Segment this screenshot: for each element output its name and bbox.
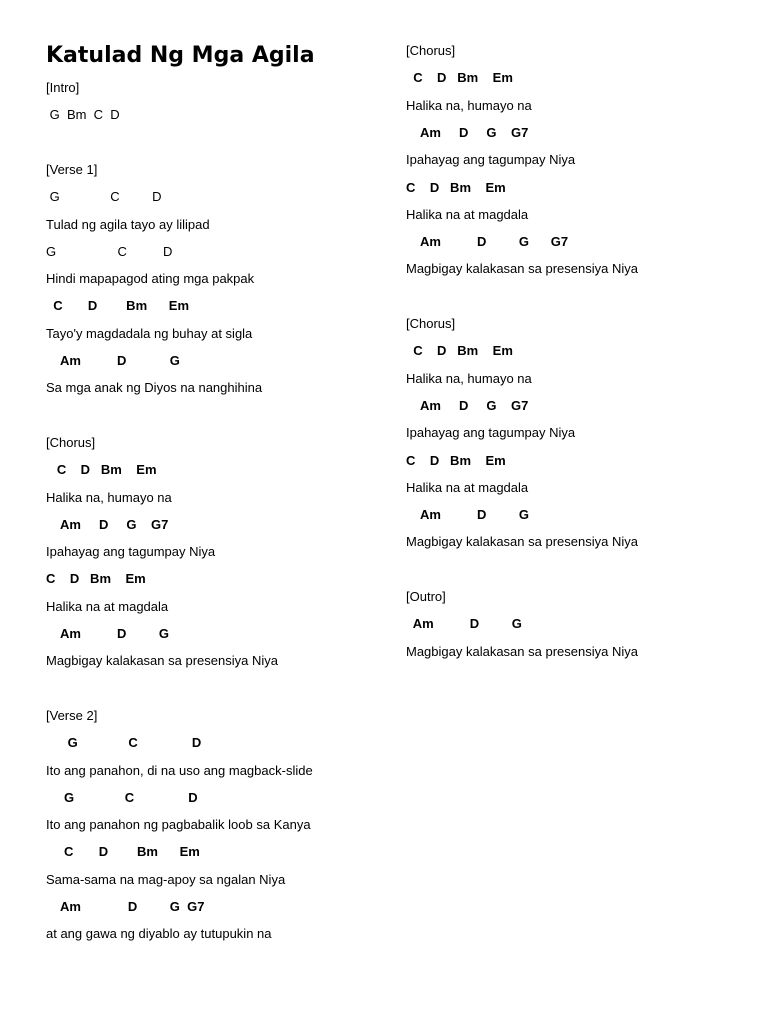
lyric-line: Halika na at magdala: [406, 479, 529, 495]
chord-line: G C D: [46, 735, 202, 751]
chord-line: G C D: [46, 189, 162, 205]
lyric-line: Hindi mapapagod ating mga pakpak: [46, 271, 255, 287]
chord-line: G C D: [46, 243, 173, 259]
section-label: [Intro]: [46, 80, 80, 95]
lyric-line: Sama-sama na mag-apoy sa ngalan Niya: [46, 871, 286, 887]
chord-line: C D Bm Em: [406, 70, 513, 86]
chord-line: Am D G G7: [406, 397, 529, 413]
lyric-line: Tulad ng agila tayo ay lilipad: [46, 216, 210, 232]
chord-line: C D Bm Em: [46, 462, 157, 478]
lyric-line: Ito ang panahon, di na uso ang magback-slide: [46, 762, 313, 778]
lyric-line: Ito ang panahon ng pagbabalik loob sa Kanya: [46, 817, 311, 833]
chord-line: C D Bm Em: [406, 179, 506, 195]
section-label: [Verse 2]: [46, 707, 98, 723]
song-title: Katulad Ng Mga Agila: [46, 43, 315, 68]
lyric-line: Halika na at magdala: [46, 598, 169, 614]
section-label: [Chorus]: [406, 316, 456, 331]
lyric-line: Ipahayag ang tagumpay Niya: [46, 544, 216, 560]
chord-line: C D Bm Em: [46, 844, 200, 860]
chord-line: Am D G G7: [406, 124, 529, 140]
chord-line: Am D G G7: [46, 516, 169, 532]
lyric-line: Magbigay kalakasan sa presensiya Niya: [406, 643, 638, 659]
lyric-line: Ipahayag ang tagumpay Niya: [406, 152, 576, 168]
lyric-line: Ipahayag ang tagumpay Niya: [406, 425, 576, 441]
section-label: [Verse 1]: [46, 161, 98, 177]
lyric-line: Halika na, humayo na: [406, 370, 532, 386]
lyric-line: Magbigay kalakasan sa presensiya Niya: [46, 653, 278, 669]
lyric-line: Sa mga anak ng Diyos na nanghihina: [46, 380, 263, 396]
lyric-line: Halika na, humayo na: [46, 489, 172, 505]
chord-line: Am D G G7: [46, 899, 205, 914]
section-label: [Chorus]: [406, 43, 456, 58]
chord-line: G Bm C D: [46, 107, 120, 123]
lyric-line: Halika na at magdala: [406, 206, 529, 222]
section-label: [Chorus]: [46, 434, 96, 450]
chord-line: C D Bm Em: [46, 571, 146, 587]
chord-line: Am D G: [46, 353, 180, 368]
chord-line: Am D G: [46, 626, 170, 641]
lyric-line: Magbigay kalakasan sa presensiya Niya: [406, 261, 638, 277]
chord-line: Am D G: [406, 507, 530, 523]
lyric-line: Magbigay kalakasan sa presensiya Niya: [406, 534, 638, 550]
chord-line: C D Bm Em: [406, 343, 513, 359]
lyric-line: at ang gawa ng diyablo ay tutupukin na: [46, 926, 272, 942]
lyric-line: Halika na, humayo na: [406, 97, 532, 113]
chord-line: C D Bm Em: [406, 452, 506, 468]
chord-line: C D Bm Em: [46, 298, 190, 314]
chord-line: Am D G: [406, 616, 522, 632]
chord-line: G C D: [46, 789, 198, 805]
chord-line: Am D G G7: [406, 234, 569, 250]
section-label: [Outro]: [406, 589, 446, 604]
lyric-line: Tayo'y magdadala ng buhay at sigla: [46, 325, 253, 341]
